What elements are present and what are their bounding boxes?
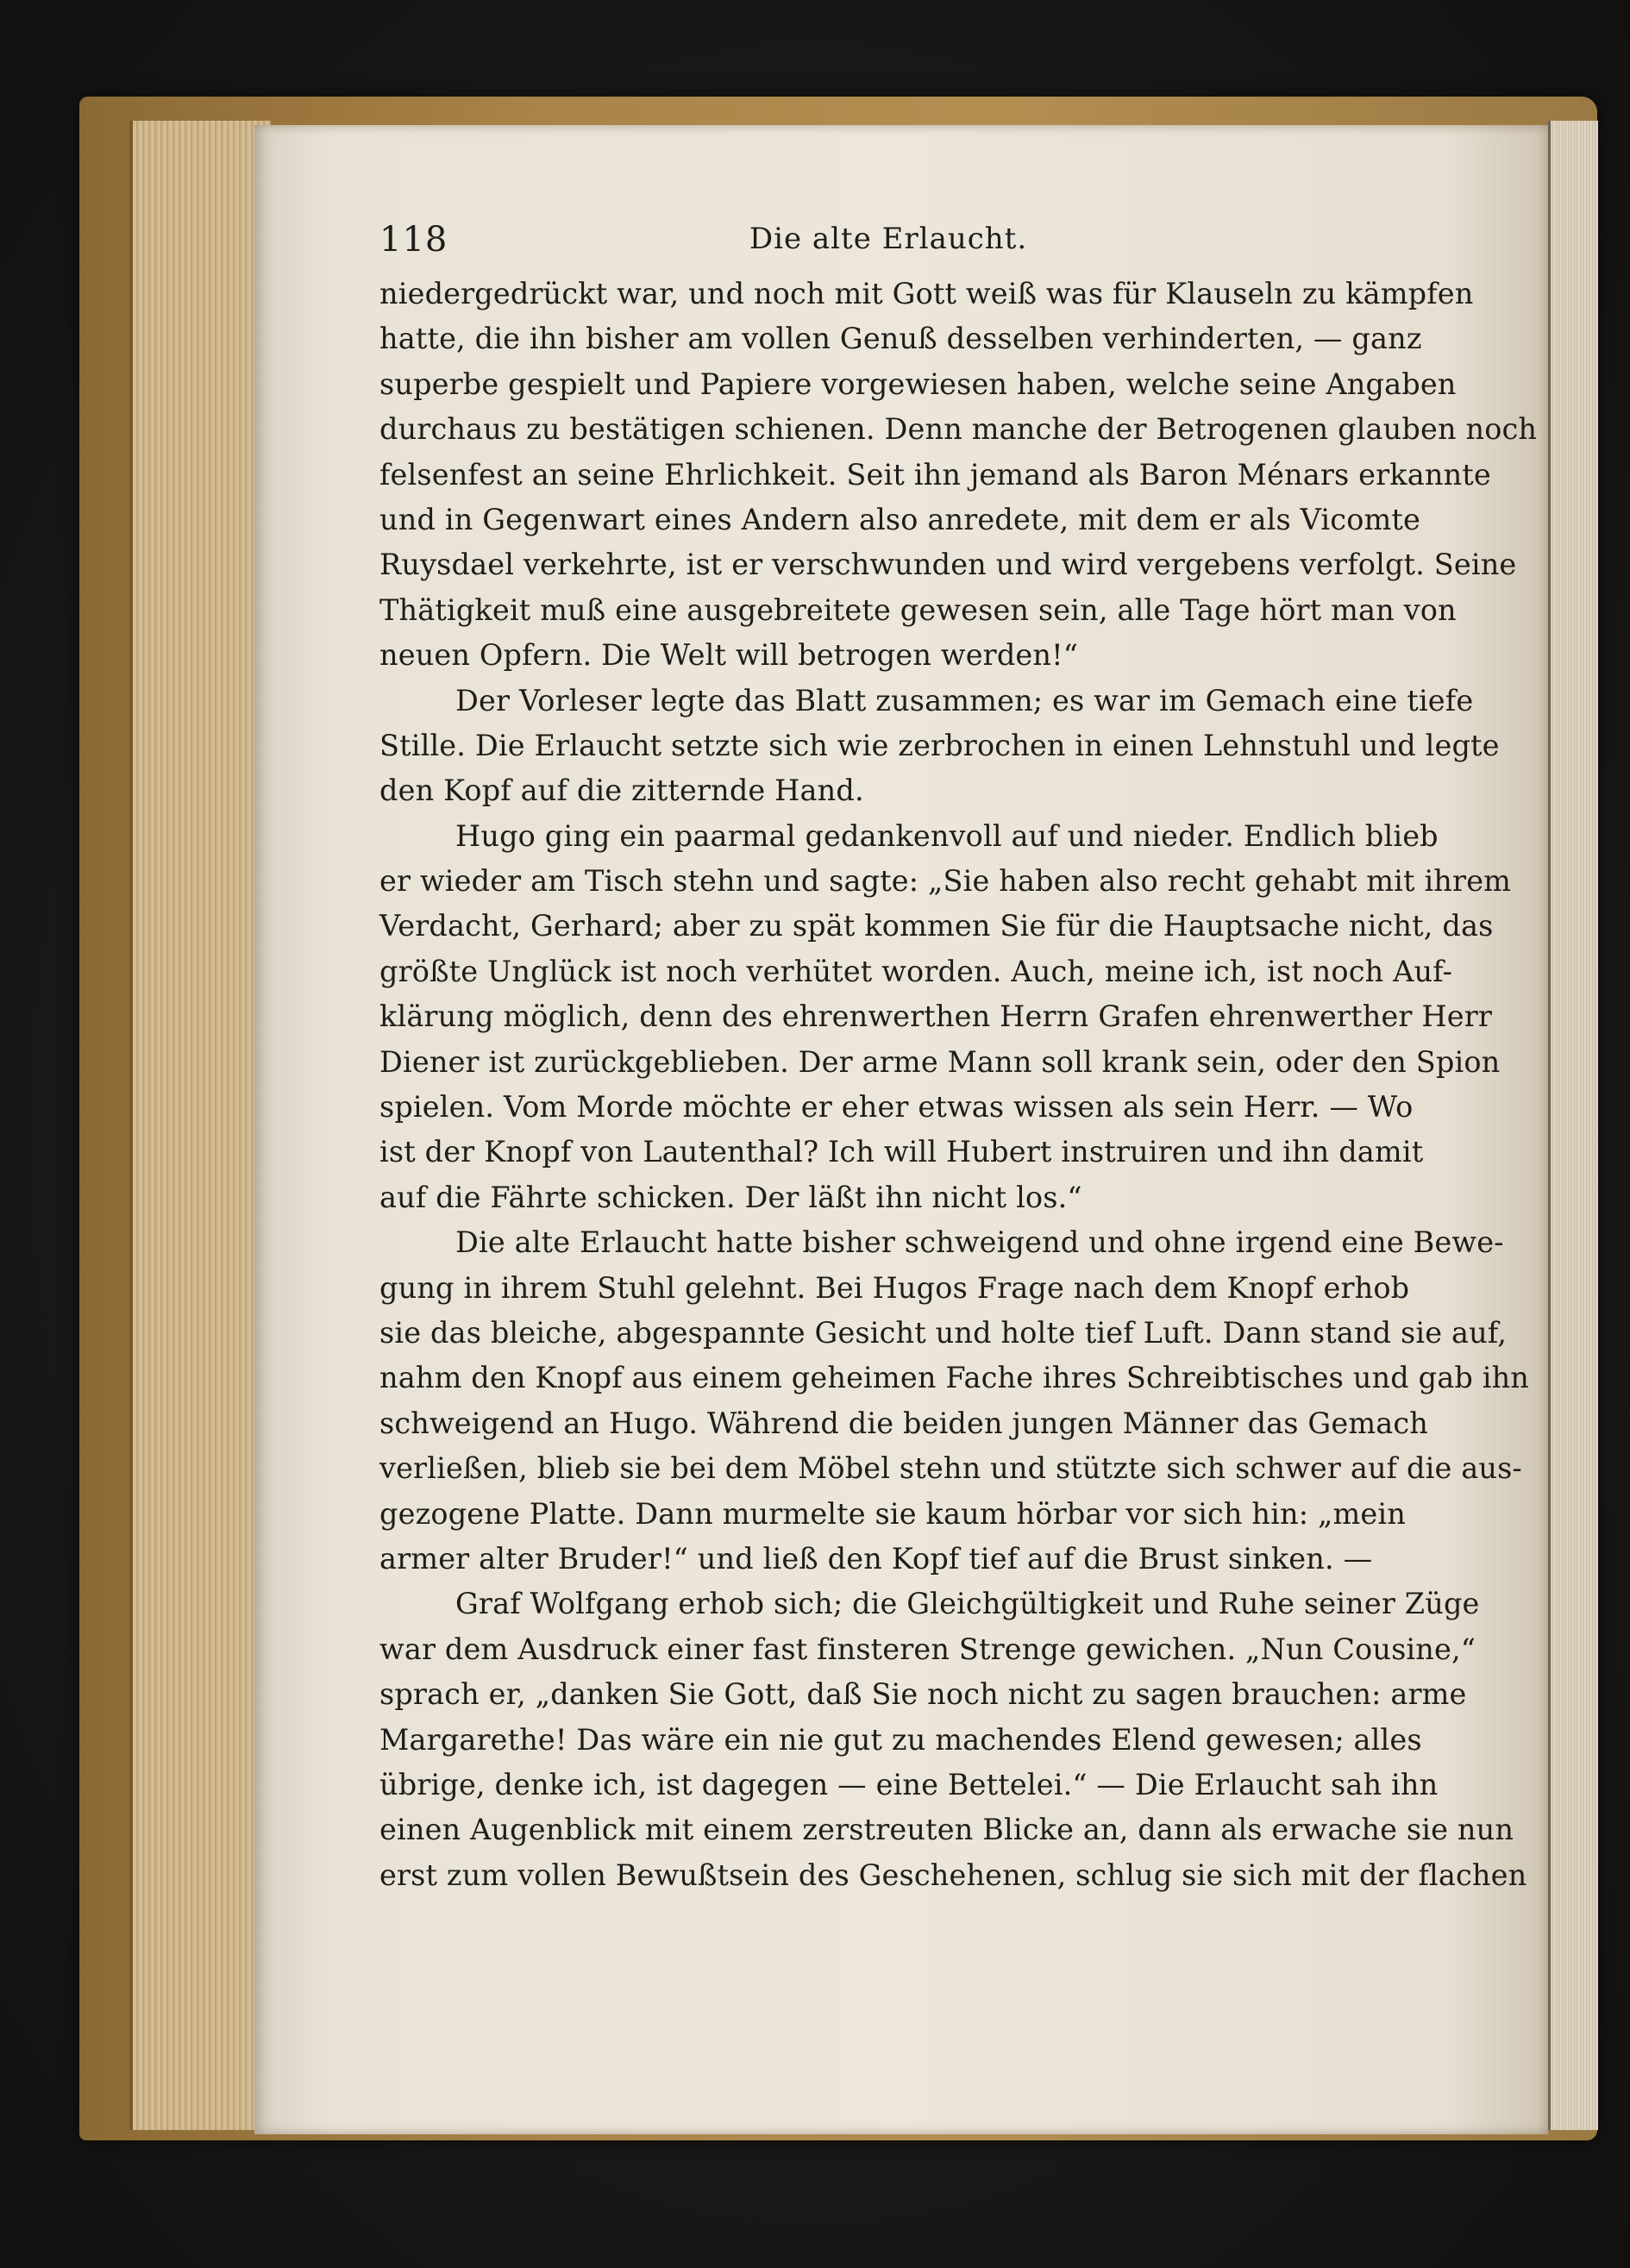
text-line: ist der Knopf von Lautenthal? Ich will Hubert instruiren und ihn damit: [379, 1135, 1424, 1169]
text-line: Stille. Die Erlaucht setzte sich wie zerbrochen in einen Lehnstuhl und legte: [379, 728, 1500, 762]
text-line: erst zum vollen Bewußtsein des Geschehenen, schlug sie sich mit der flachen: [379, 1858, 1527, 1892]
text-line: einen Augenblick mit einem zerstreuten Blicke an, dann als erwache sie nun: [379, 1813, 1514, 1847]
running-head: [379, 211, 1397, 272]
text-line: größte Unglück ist noch verhütet worden. Auch, meine ich, ist noch Auf-: [379, 954, 1453, 988]
text-line: felsenfest an seine Ehrlichkeit. Seit ihn jemand als Baron Ménars erkannte: [379, 457, 1491, 492]
text-line: Die alte Erlaucht hatte bisher schweigend und ohne irgend eine Bewe-: [455, 1225, 1504, 1260]
body-text: [379, 272, 1538, 1898]
text-line: Thätigkeit muß eine ausgebreitete gewesen sein, alle Tage hört man von: [379, 592, 1457, 627]
text-line: armer alter Bruder!“ und ließ den Kopf tief auf die Brust sinken. —: [379, 1541, 1373, 1576]
text-line: hatte, die ihn bisher am vollen Genuß desselben verhinderten, — ganz: [379, 322, 1422, 356]
text-line: Diener ist zurückgeblieben. Der arme Mann soll krank sein, oder den Spion: [379, 1044, 1501, 1079]
text-line: und in Gegenwart eines Andern also anredete, mit dem er als Vicomte: [379, 502, 1421, 536]
text-line: Graf Wolfgang erhob sich; die Gleichgültigkeit und Ruhe seiner Züge: [455, 1587, 1480, 1621]
text-line: nahm den Knopf aus einem geheimen Fache ihres Schreibtisches und gab ihn: [379, 1361, 1530, 1395]
text-line: Der Vorleser legte das Blatt zusammen; es war im Gemach eine tiefe: [455, 683, 1474, 717]
text-line: sie das bleiche, abgespannte Gesicht und holte tief Luft. Dann stand sie auf,: [379, 1315, 1508, 1350]
text-line: übrige, denke ich, ist dagegen — eine Bettelei.“ — Die Erlaucht sah ihn: [379, 1767, 1439, 1801]
text-line: gung in ihrem Stuhl gelehnt. Bei Hugos Frage nach dem Knopf erhob: [379, 1270, 1410, 1305]
text-line: schweigend an Hugo. Während die beiden jungen Männer das Gemach: [379, 1406, 1428, 1440]
page-content: [379, 211, 1538, 1898]
text-line: verließen, blieb sie bei dem Möbel stehn und stützte sich schwer auf die aus-: [379, 1451, 1522, 1486]
page-number: 118: [379, 220, 448, 260]
text-line: gezogene Platte. Dann murmelte sie kaum hörbar vor sich hin: „mein: [379, 1496, 1406, 1531]
text-line: er wieder am Tisch stehn und sagte: „Sie haben also recht gehabt mit ihrem: [379, 864, 1512, 899]
text-line: Ruysdael verkehrte, ist er verschwunden und wird vergebens verfolgt. Seine: [379, 548, 1517, 582]
text-line: Verdacht, Gerhard; aber zu spät kommen Sie für die Hauptsache nicht, das: [379, 909, 1494, 943]
text-line: spielen. Vom Morde möchte er eher etwas wissen als sein Herr. — Wo: [379, 1090, 1414, 1125]
text-line: den Kopf auf die zitternde Hand.: [379, 774, 864, 808]
text-line: klärung möglich, denn des ehrenwerthen Herrn Grafen ehrenwerther Herr: [379, 999, 1493, 1034]
header-title: Die alte Erlaucht.: [749, 222, 1028, 256]
text-line: neuen Opfern. Die Welt will betrogen werden!“: [379, 638, 1079, 673]
text-line: war dem Ausdruck einer fast finsteren Strenge gewichen. „Nun Cousine,“: [379, 1632, 1476, 1666]
book-page: [254, 125, 1548, 2134]
text-line: niedergedrückt war, und noch mit Gott weiß was für Klauseln zu kämpfen: [379, 277, 1474, 310]
page-edges-left: [129, 121, 271, 2130]
text-line: Hugo ging ein paarmal gedankenvoll auf und nieder. Endlich blieb: [455, 818, 1439, 853]
text-line: auf die Fährte schicken. Der läßt ihn nicht los.“: [379, 1180, 1082, 1214]
text-line: sprach er, „danken Sie Gott, daß Sie noch nicht zu sagen brauchen: arme: [379, 1677, 1467, 1712]
text-line: Margarethe! Das wäre ein nie gut zu machendes Elend gewesen; alles: [379, 1722, 1422, 1757]
text-line: superbe gespielt und Papiere vorgewiesen haben, welche seine Angaben: [379, 367, 1457, 401]
text-line: durchaus zu bestätigen schienen. Denn manche der Betrogenen glauben noch: [379, 412, 1538, 447]
page-edges-right: [1548, 121, 1598, 2130]
